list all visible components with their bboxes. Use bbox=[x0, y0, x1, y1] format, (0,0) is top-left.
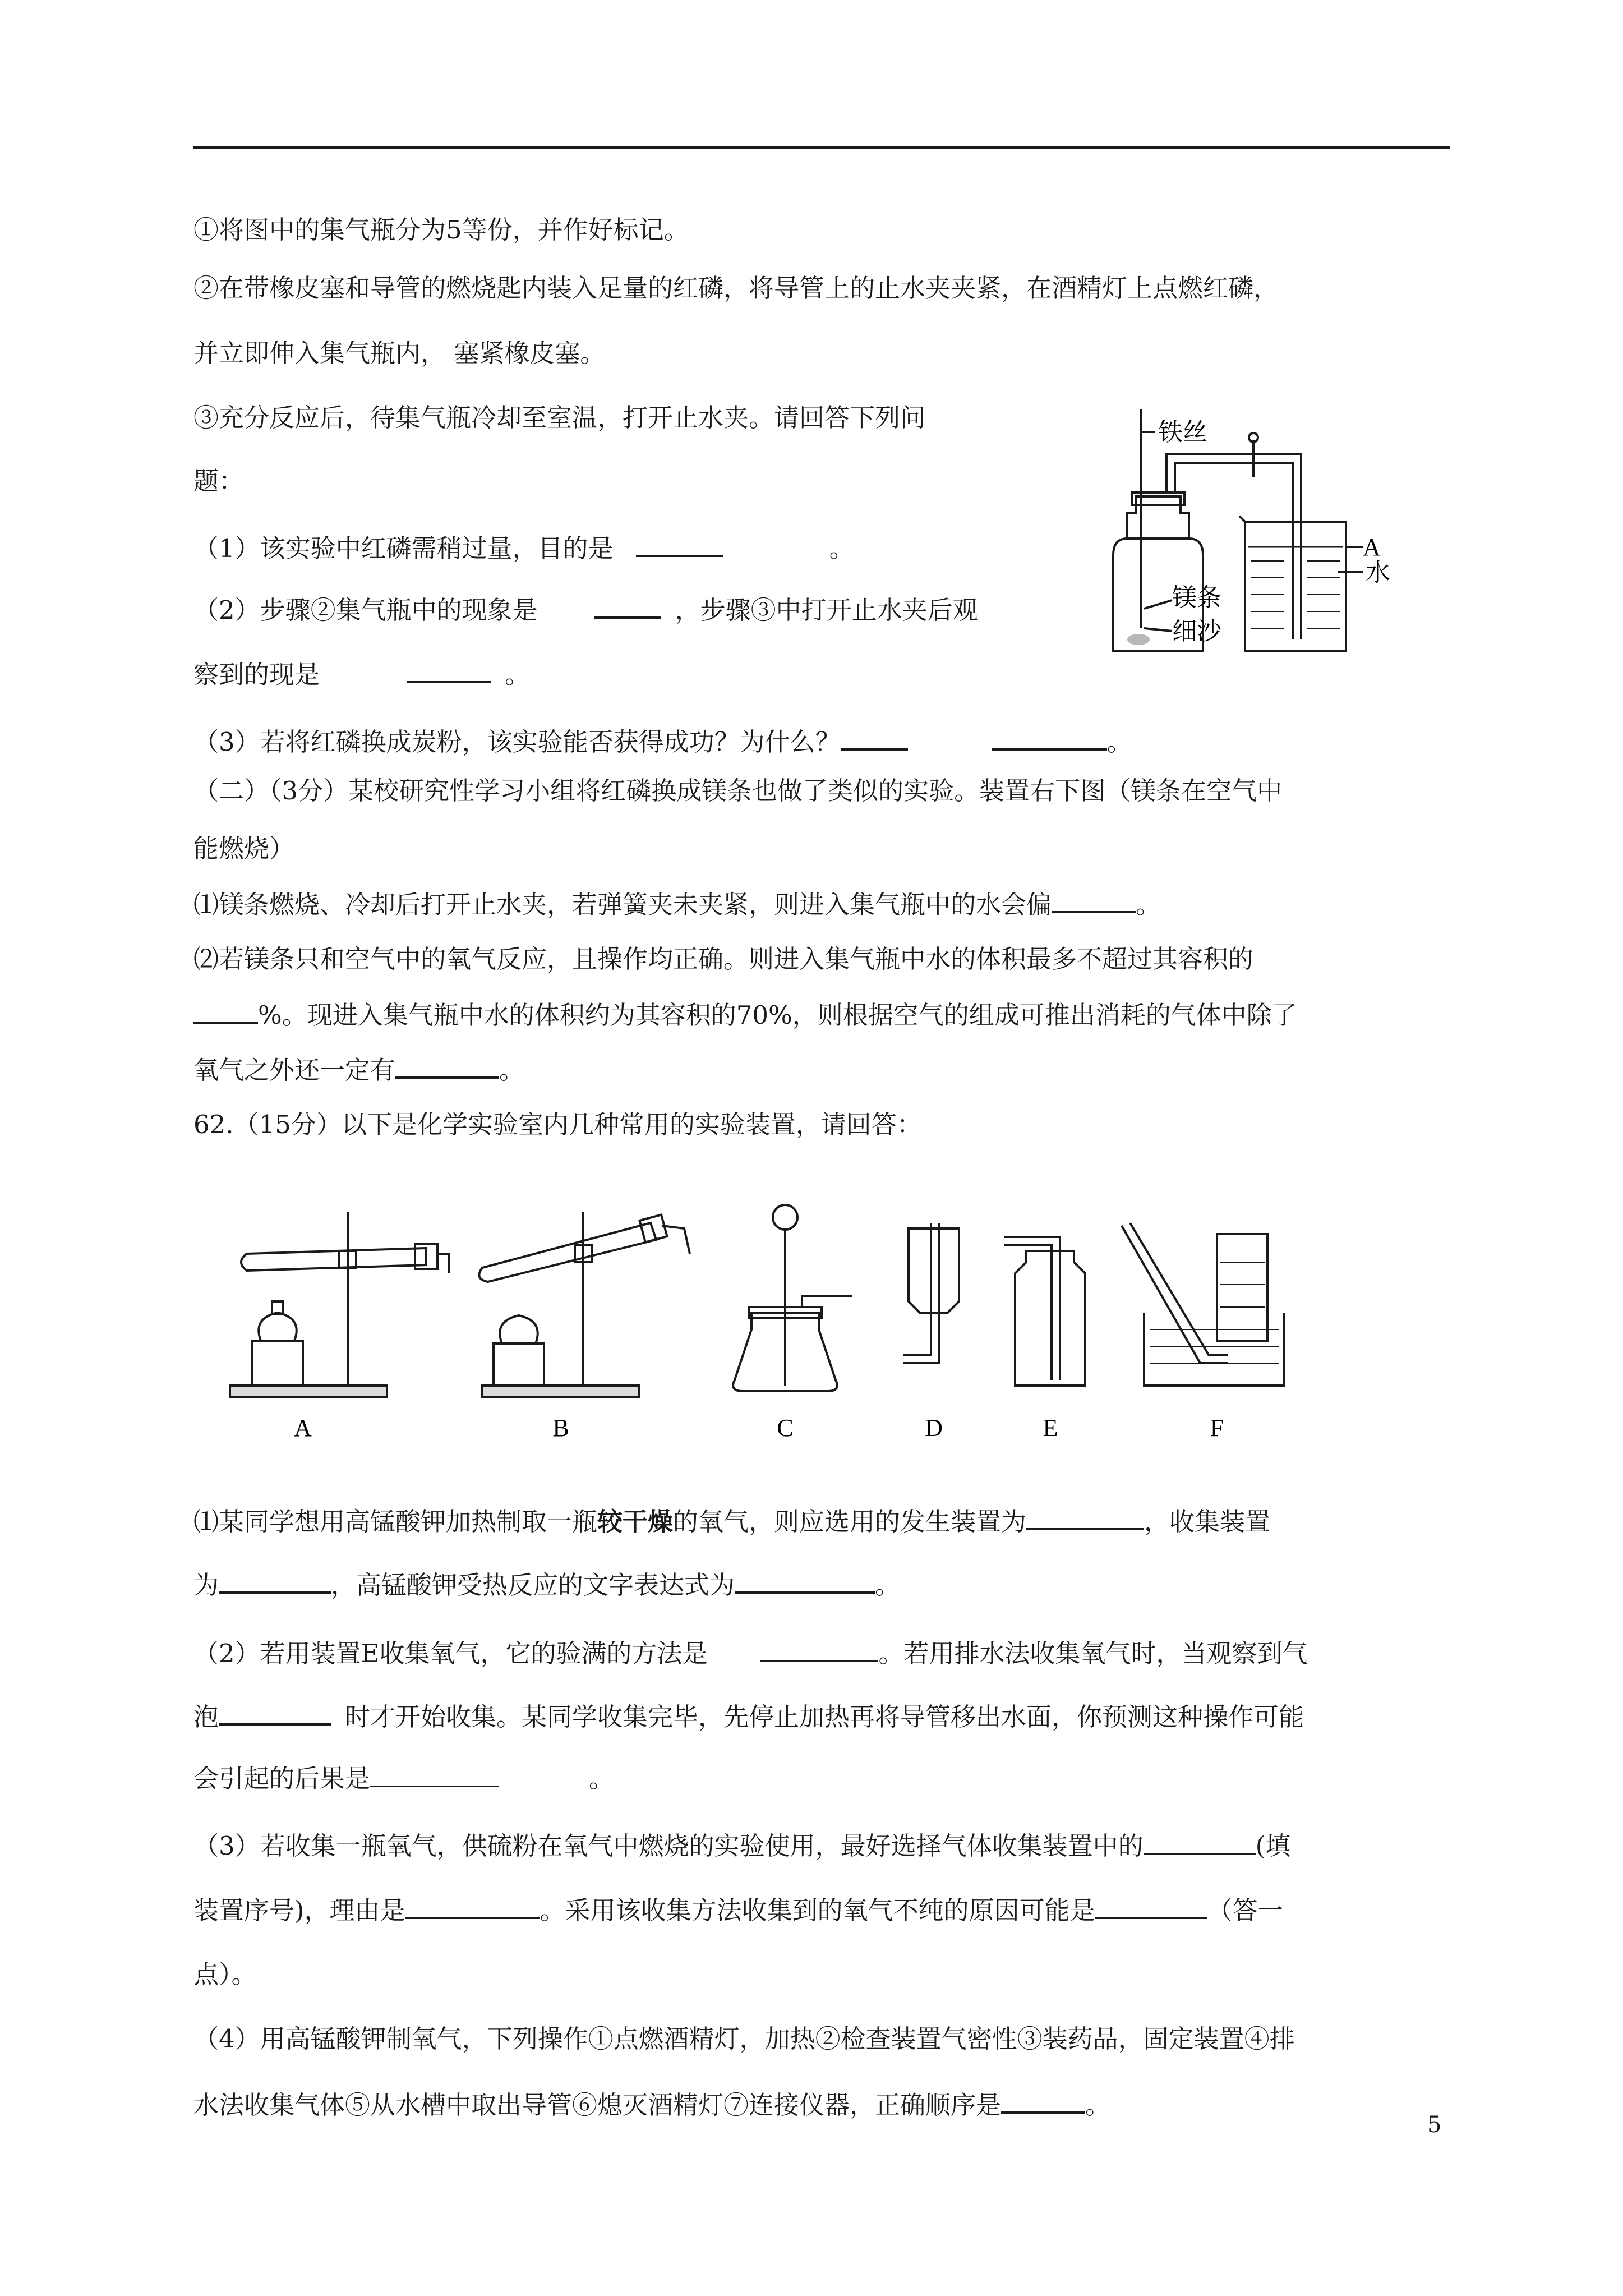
section-2-intro-cont: 能燃烧） bbox=[193, 834, 295, 863]
question-2: （2）步骤②集气瓶中的现象是 ，步骤③中打开止水夹后观 bbox=[193, 592, 978, 627]
part-3-cont2: 点）。 bbox=[193, 1959, 257, 1989]
question-3: （3）若将红磷换成炭粉，该实验能否获得成功？为什么？ 。 bbox=[193, 724, 1132, 759]
answer-blank[interactable] bbox=[370, 1761, 499, 1787]
step-1: ①将图中的集气瓶分为5等份，并作好标记。 bbox=[193, 215, 689, 245]
page-number: 5 bbox=[1427, 2112, 1442, 2138]
step-3: ③充分反应后，待集气瓶冷却至室温，打开止水夹。请回答下列问 bbox=[193, 403, 926, 432]
section-2-q2-cont2: 氧气之外还一定有 。 bbox=[193, 1052, 524, 1087]
answer-blank[interactable] bbox=[760, 1635, 878, 1662]
label-magnesium: 镁条 bbox=[1172, 584, 1221, 611]
magnesium-apparatus-figure bbox=[1082, 393, 1396, 673]
section-2-q2: ⑵若镁条只和空气中的氧气反应，且操作均正确。则进入集气瓶中水的体积最多不超过其容积的 bbox=[193, 944, 1254, 974]
label-sand: 细沙 bbox=[1172, 618, 1221, 645]
part-2-cont: 泡 时才开始收集。某同学收集完毕，先停止加热再将导管移出水面，你预测这种操作可能 bbox=[193, 1699, 1304, 1734]
part-2: （2）若用装置E收集氧气，它的验满的方法是 。若用排水法收集氧气时，当观察到气 bbox=[193, 1635, 1308, 1671]
apparatus-label-c: C bbox=[777, 1414, 794, 1442]
label-iron-wire: 铁丝 bbox=[1158, 418, 1207, 446]
answer-blank[interactable] bbox=[1095, 1892, 1207, 1919]
part-3-cont: 装置序号)，理由是 。采用该收集方法收集到的氧气不纯的原因可能是 （答一 bbox=[193, 1892, 1283, 1927]
section-2-intro: （二）（3分）某校研究性学习小组将红磷换成镁条也做了类似的实验。装置右下图（镁条在空气中 bbox=[193, 776, 1283, 806]
answer-blank[interactable] bbox=[636, 530, 723, 557]
part-2-cont2: 会引起的后果是 。 bbox=[193, 1761, 614, 1796]
part-4: （4）用高锰酸钾制氧气，下列操作①点燃酒精灯，加热②检查装置气密性③装药品，固定装置④排 bbox=[193, 2024, 1295, 2054]
answer-blank[interactable] bbox=[735, 1567, 875, 1594]
answer-blank[interactable] bbox=[594, 592, 661, 619]
question-1: （1）该实验中红磷需稍过量，目的是 。 bbox=[193, 530, 855, 565]
answer-blank[interactable] bbox=[1001, 2087, 1085, 2114]
section-2-q1: ⑴镁条燃烧、冷却后打开止水夹，若弹簧夹未夹紧，则进入集气瓶中的水会偏 。 bbox=[193, 886, 1161, 922]
answer-blank[interactable] bbox=[1026, 1503, 1144, 1530]
label-a: A bbox=[1363, 533, 1381, 561]
question-2-cont: 察到的现是 。 bbox=[193, 656, 530, 692]
apparatus-label-e: E bbox=[1043, 1414, 1058, 1442]
answer-blank[interactable] bbox=[1144, 1829, 1256, 1855]
answer-blank[interactable] bbox=[407, 656, 491, 683]
answer-blank[interactable] bbox=[1052, 886, 1136, 913]
step-2-cont: 并立即伸入集气瓶内， 塞紧橡皮塞。 bbox=[193, 338, 606, 368]
section-2-q2-cont: %。现进入集气瓶中水的体积约为其容积的70%，则根据空气的组成可推出消耗的气体中除了 bbox=[193, 997, 1297, 1032]
answer-blank[interactable] bbox=[992, 724, 1107, 751]
answer-blank[interactable] bbox=[219, 1699, 331, 1726]
part-1: ⑴某同学想用高锰酸钾加热制取一瓶较干燥的氧气，则应选用的发生装置为 ，收集装置 bbox=[193, 1503, 1270, 1539]
apparatus-label-a: A bbox=[294, 1414, 312, 1442]
lab-apparatus-figure bbox=[219, 1200, 1385, 1447]
answer-blank[interactable] bbox=[405, 1892, 540, 1919]
label-water: 水 bbox=[1366, 559, 1390, 586]
answer-blank[interactable] bbox=[395, 1052, 499, 1079]
apparatus-label-d: D bbox=[925, 1414, 943, 1442]
answer-blank[interactable] bbox=[841, 724, 908, 751]
header-rule bbox=[193, 146, 1450, 149]
part-4-cont: 水法收集气体⑤从水槽中取出导管⑥熄灭酒精灯⑦连接仪器，正确顺序是 。 bbox=[193, 2087, 1110, 2122]
apparatus-label-b: B bbox=[552, 1414, 569, 1442]
apparatus-label-f: F bbox=[1210, 1414, 1224, 1442]
part-1-cont: 为 ，高锰酸钾受热反应的文字表达式为 。 bbox=[193, 1567, 900, 1602]
part-3: （3）若收集一瓶氧气，供硫粉在氧气中燃烧的实验使用，最好选择气体收集装置中的 (填 bbox=[193, 1829, 1290, 1863]
step-3-cont: 题： bbox=[193, 466, 245, 496]
answer-blank[interactable] bbox=[219, 1567, 331, 1594]
answer-blank[interactable] bbox=[193, 997, 258, 1024]
question-62: 62.（15分）以下是化学实验室内几种常用的实验装置，请回答： bbox=[193, 1110, 922, 1139]
step-2: ②在带橡皮塞和导管的燃烧匙内装入足量的红磷，将导管上的止水夹夹紧，在酒精灯上点燃红磷， bbox=[193, 273, 1279, 303]
